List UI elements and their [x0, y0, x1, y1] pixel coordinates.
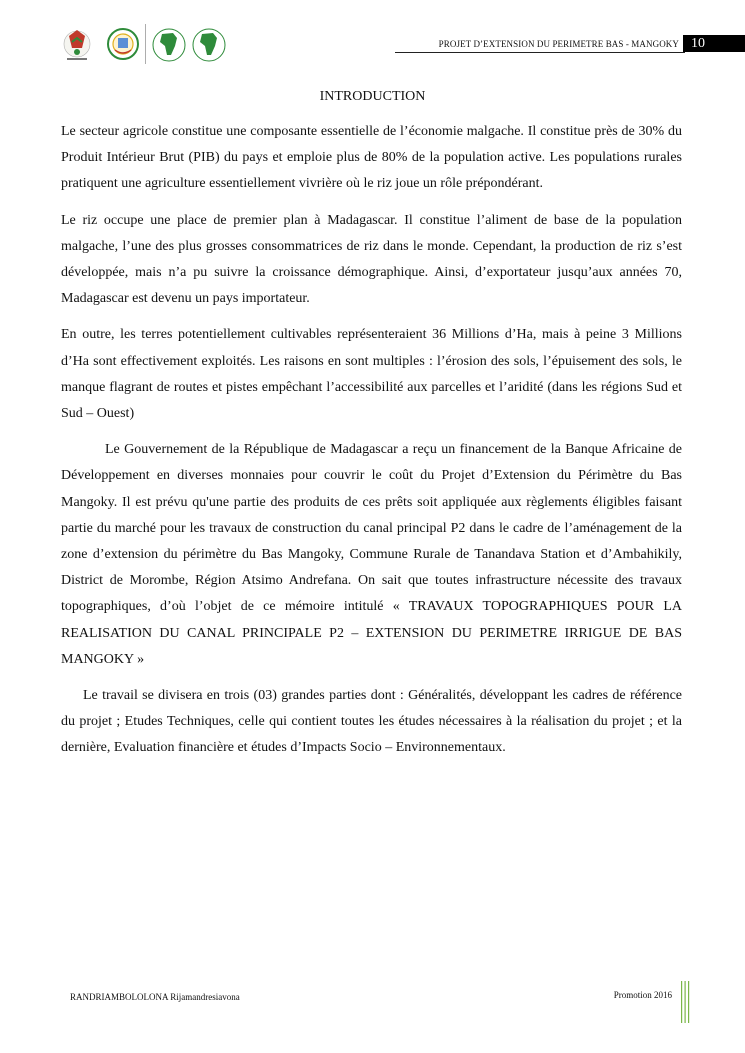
header-title: PROJET D’EXTENSION DU PERIMETRE BAS - MANGOKY: [438, 39, 679, 49]
header-rule: [395, 52, 685, 53]
paragraph: Le riz occupe une place de premier plan à Madagascar. Il constitue l’aliment de base de la population malgache, l’une des plus grosses consommatrices de riz dans le monde. Cependant, la production de riz s’est développée, mais n’a pu suivre la croissance démographique. Ainsi, d’exportateur jusqu’aux années 70, Madagascar est devenu un pays importateur.: [61, 212, 682, 307]
footer-decoration-bars: [680, 981, 692, 1023]
body-text: [61, 119, 682, 772]
section-title: INTRODUCTION: [319, 89, 426, 104]
logo-divider: [145, 24, 146, 64]
paragraph: Le secteur agricole constitue une composante essentielle de l’économie malgache. Il constitue près de 30% du Produit Intérieur Brut (PIB) du pays et emploie plus de 80% de la population active. Les populations rurales pratiquent une agriculture essentiellement vivrière où le riz joue un rôle prépondérant.: [61, 124, 682, 192]
afdf-logo-icon: [193, 29, 225, 61]
paragraph: En outre, les terres potentiellement cultivables représenteraient 36 Millions d’Ha, mais à peine 3 Millions d’Ha sont effectivement exploités. Les raisons en sont multiples : l’érosion des sols, l’épuisement des sols, le manque flagrant de routes et pistes empêchant l’accessibilité aux parcelles et l’aridité (dans les régions Sud et Sud – Ouest): [61, 327, 682, 422]
header-logos: [63, 24, 231, 66]
paragraph: Le Gouvernement de la République de Madagascar a reçu un financement de la Banque Africaine de Développement en diverses monnaies pour couvrir le coût du Projet d’Extension du Périmètre du Bas Mangoky. Il est prévu qu'une partie des produits de ces prêts soit appliquée aux règlements éligibles faisant partie du marché pour les travaux de construction du canal principal P2 dans le cadre de l’aménagement de la zone d’extension du périmètre du Bas Mangoky, Commune Rurale de Tanandava Station et d’Ambahikily, District de Morombe, Région Atsimo Andrefana. On sait que toutes infrastructure nécessite des travaux topographiques, d’où l’objet de ce mémoire intitulé « TRAVAUX TOPOGRAPHIQUES POUR LA REALISATION DU CANAL PRINCIPALE P2 – EXTENSION DU PERIMETRE IRRIGUE DE BAS MANGOKY »: [61, 442, 682, 667]
afdb-logo-icon: [153, 29, 185, 61]
school-seal-icon: [108, 29, 138, 59]
page-number: 10: [683, 35, 745, 52]
footer-promotion: Promotion 2016: [613, 990, 672, 1000]
footer-author: RANDRIAMBOLOLONA Rijamandresiavona: [70, 992, 240, 1002]
national-emblem-icon: [64, 30, 90, 60]
paragraph: Le travail se divisera en trois (03) grandes parties dont : Généralités, développant les cadres de référence du projet ; Etudes Techniques, celle qui contient toutes les études nécessaires à la réalisation du projet ; et la dernière, Evaluation financière et études d’Impacts Socio – Environnementaux.: [61, 688, 682, 756]
